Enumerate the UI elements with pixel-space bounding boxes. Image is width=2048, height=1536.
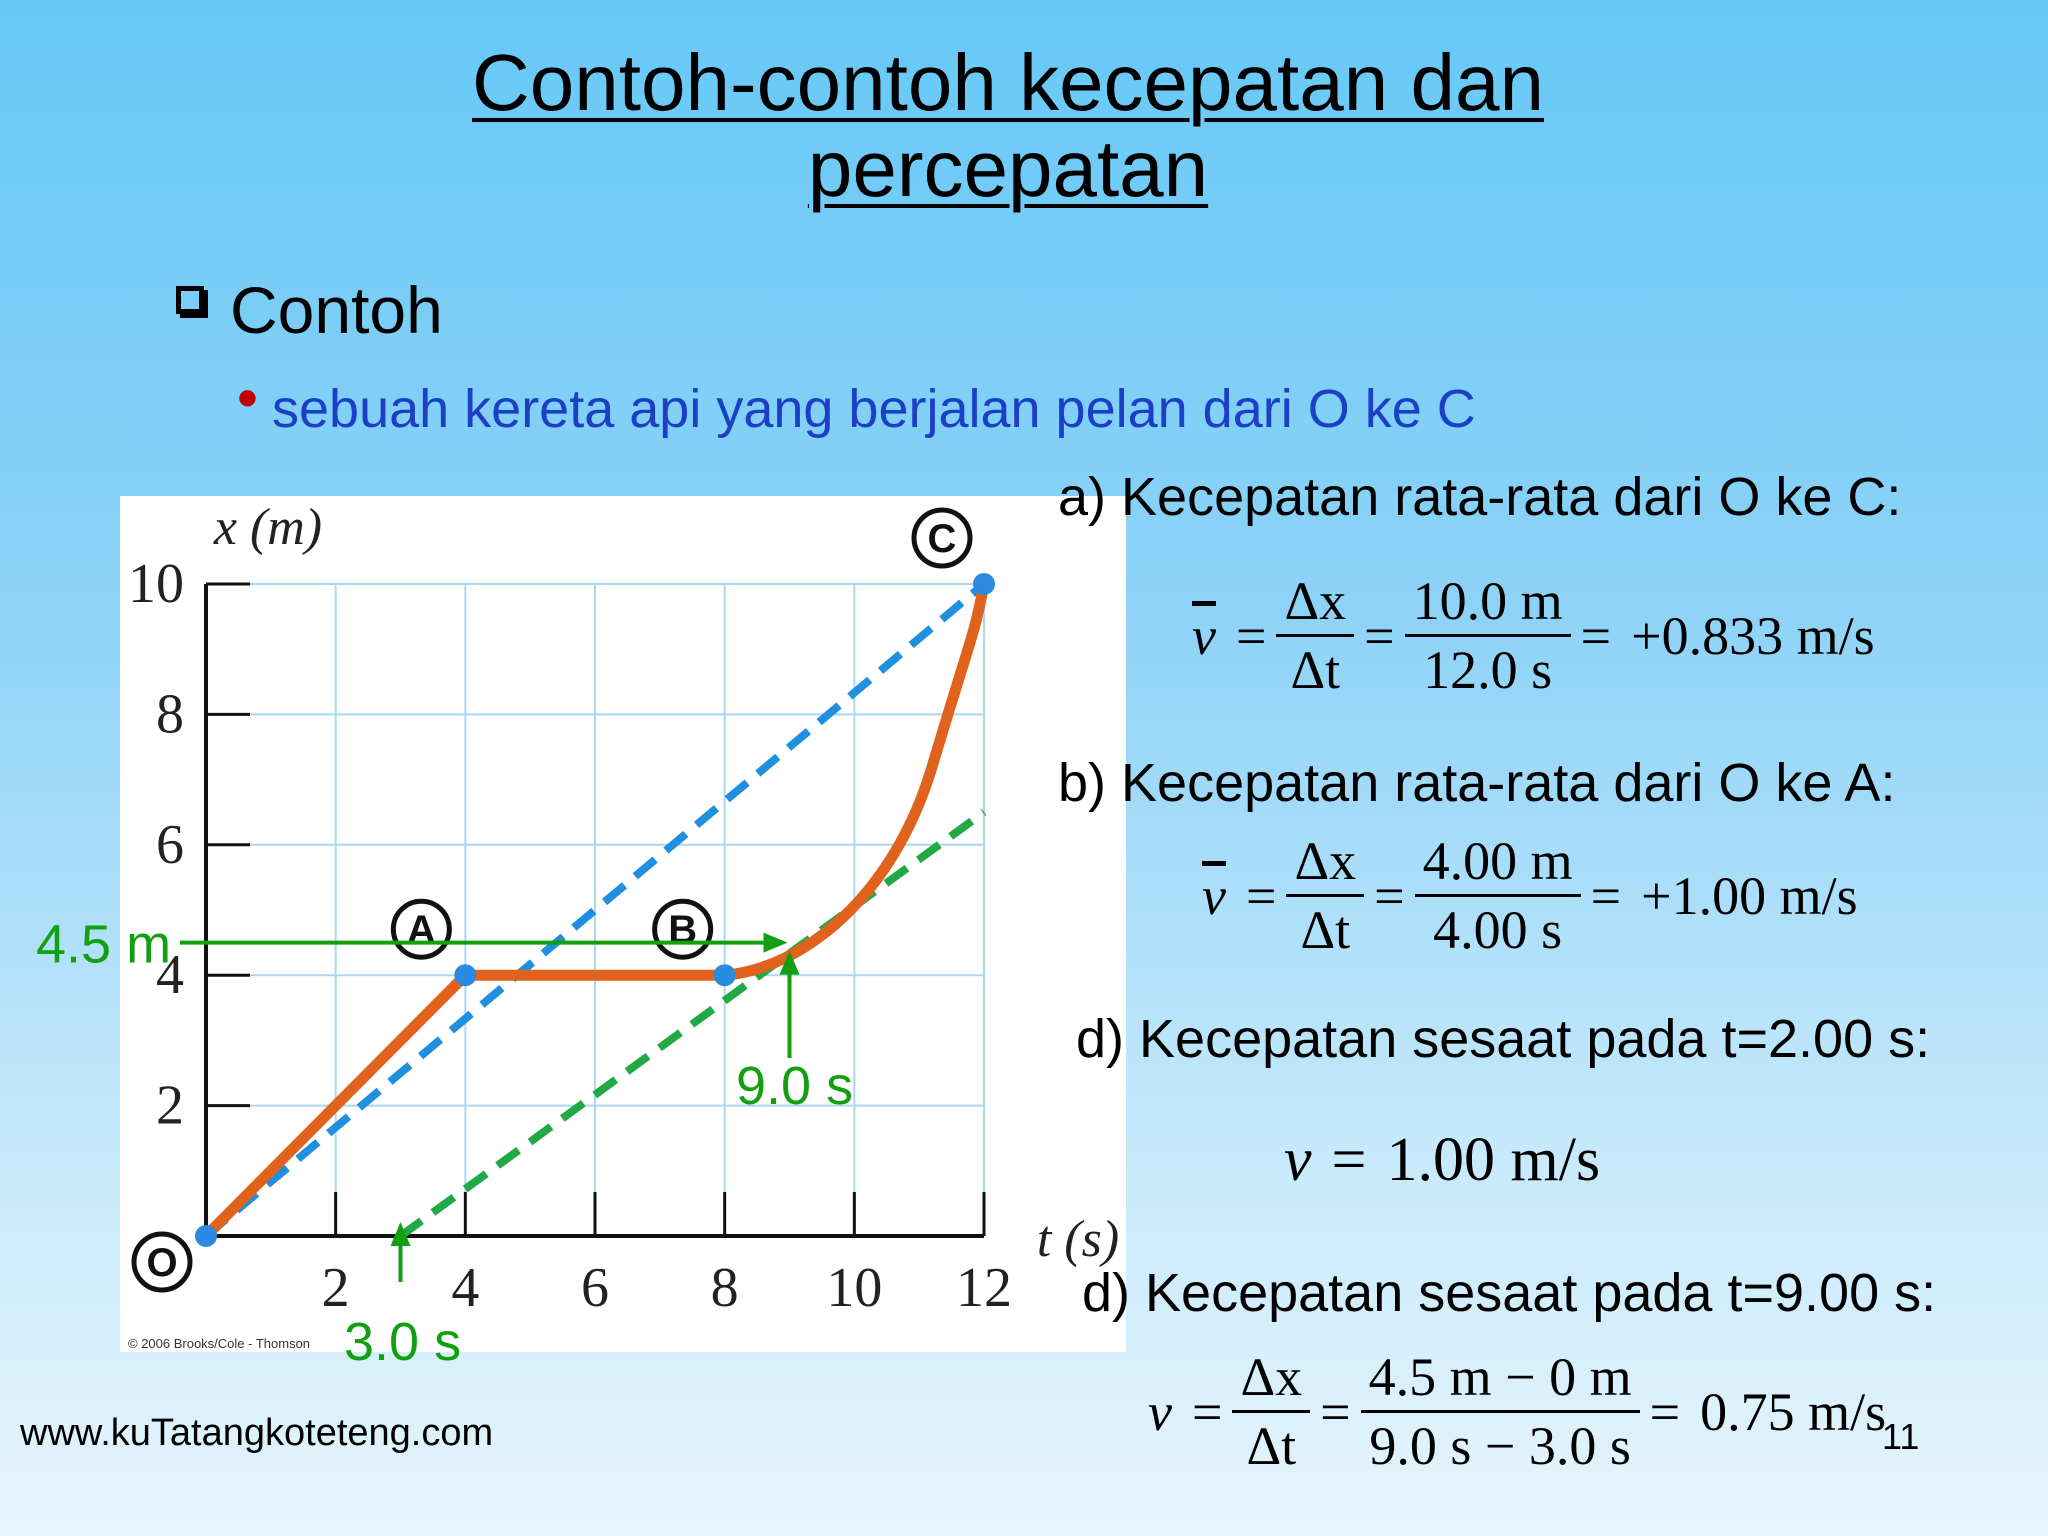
equation-d-num2: 4.5 m − 0 m: [1361, 1344, 1640, 1413]
point-label-O: O: [146, 1241, 178, 1285]
footer-url: www.kuTatangkoteteng.com: [20, 1412, 494, 1454]
y-tick-label: 6: [156, 813, 184, 876]
question-c-label: d) Kecepatan sesaat pada t=2.00 s:: [1076, 1009, 1931, 1069]
x-tick-label: 10: [826, 1257, 883, 1319]
equation-d: v = $\frac{\Delta x}{\Delta t}$ = $\frac{4.5 m - 0 m}{9.0 s - 3.0 s}$ = 0.75 m/s: [1148, 1344, 1896, 1479]
data-point-B: [714, 964, 736, 986]
title-line-2: percepatan: [807, 124, 1209, 213]
equation-b-lhs: $\overline{v}$: [1202, 865, 1226, 926]
copyright-text: © 2006 Brooks/Cole - Thomson: [128, 1336, 311, 1351]
y-tick-label: 10: [128, 553, 184, 615]
equation-a: $\overline{v}$ = $\frac{\Delta x}{\Delta t}$ = $\frac{10.0 m}{12.0 s}$ = +0.833 m/s: [1182, 568, 1885, 703]
annotation-arrowhead-4-5m: [764, 933, 788, 953]
y-tick-label: 4: [156, 944, 184, 1007]
question-b-label: b) Kecepatan rata-rata dari O ke A:: [1058, 753, 1896, 813]
x-tick-label: 12: [956, 1257, 1012, 1319]
data-point-C: [973, 573, 995, 595]
x-tick-label: 4: [451, 1257, 480, 1319]
y-tick-label: 8: [156, 683, 184, 746]
x-tick-label: 8: [710, 1257, 739, 1319]
bullet-level2: sebuah kereta api yang berjalan pelan dari O ke C: [272, 379, 1476, 439]
data-point-O: [195, 1225, 217, 1247]
equation-c-result: 1.00 m/s: [1386, 1126, 1601, 1195]
equation-d-num1: Δx: [1232, 1344, 1310, 1413]
equation-a-num2: 10.0 m: [1405, 568, 1571, 637]
equation-a-num1: Δx: [1276, 568, 1354, 637]
equation-b-num2: 4.00 m: [1415, 828, 1581, 897]
equation-a-lhs: $\overline{v}$: [1192, 605, 1216, 666]
equation-a-den1: Δt: [1290, 640, 1341, 700]
point-label-A: A: [406, 908, 436, 953]
point-label-B: B: [668, 908, 698, 953]
equation-d-result: 0.75 m/s: [1700, 1381, 1887, 1442]
point-label-C: C: [927, 517, 957, 561]
dot-bullet-icon: ●: [236, 376, 259, 418]
x-tick-label: 2: [321, 1257, 350, 1319]
x-axis-label: t (s): [1036, 1211, 1120, 1268]
equation-d-den2: 9.0 s − 3.0 s: [1369, 1416, 1631, 1476]
equation-b-result: +1.00 m/s: [1641, 865, 1858, 926]
annotation-label-9s: 9.0 s: [736, 1056, 854, 1116]
annotation-label-4-5m: 4.5 m: [36, 914, 172, 975]
series-line-tangent-9s: [401, 812, 985, 1236]
equation-d-lhs: v: [1148, 1381, 1172, 1442]
data-point-A: [454, 964, 476, 986]
equation-b-num1: Δx: [1286, 828, 1364, 897]
annotation-label-3s: 3.0 s: [344, 1312, 462, 1372]
equation-b: $\overline{v}$ = $\frac{\Delta x}{\Delta t}$ = $\frac{4.00 m}{4.00 s}$ = +1.00 m/s: [1192, 828, 1868, 963]
question-d-label: d) Kecepatan sesaat pada t=9.00 s:: [1082, 1263, 1937, 1323]
title-line-1: Contoh-contoh kecepatan dan: [472, 38, 1544, 127]
equation-c-lhs: v: [1284, 1126, 1312, 1195]
equation-d-den1: Δt: [1246, 1416, 1297, 1476]
x-tick-label: 6: [581, 1257, 609, 1319]
equation-a-result: +0.833 m/s: [1631, 605, 1875, 666]
equation-a-den2: 12.0 s: [1423, 640, 1553, 700]
y-tick-label: 2: [156, 1074, 184, 1137]
equation-b-den1: Δt: [1300, 900, 1351, 960]
question-a-label: a) Kecepatan rata-rata dari O ke C:: [1058, 467, 1902, 527]
page-number: 11: [1882, 1416, 1920, 1457]
equation-c: v = 1.00 m/s: [1284, 1126, 1601, 1195]
bullet-level1: Contoh: [230, 273, 443, 347]
y-axis-label: x (m): [213, 499, 323, 556]
equation-b-den2: 4.00 s: [1433, 900, 1563, 960]
